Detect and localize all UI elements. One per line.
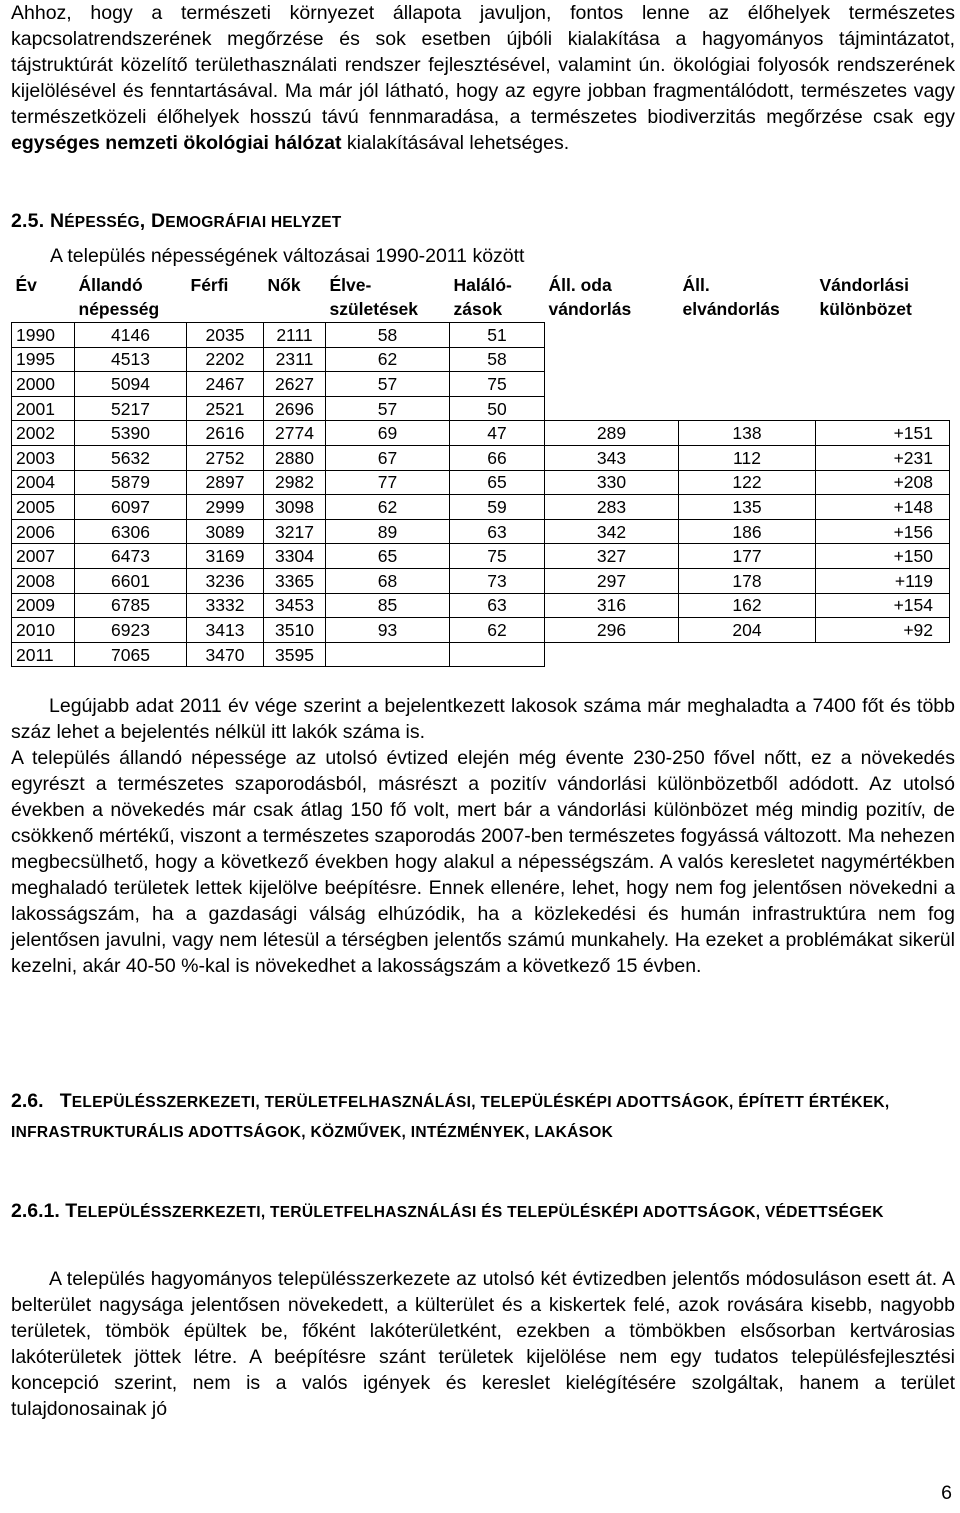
table-cell: 5217 — [75, 396, 187, 421]
table-row — [12, 445, 950, 470]
table-cell: 330 — [545, 470, 679, 495]
table-cell — [816, 642, 950, 667]
section-title-separator: , — [139, 210, 151, 232]
table-cell: 2111 — [264, 323, 326, 348]
table-cell: 3365 — [264, 568, 326, 593]
table-cell: 5632 — [75, 445, 187, 470]
table-cell: 2774 — [264, 421, 326, 446]
table-cell: 93 — [326, 618, 450, 643]
table-row — [12, 421, 950, 446]
table-cell: 2006 — [12, 519, 75, 544]
table-cell: 2999 — [187, 495, 264, 520]
table-cell — [545, 396, 679, 421]
intro-text-part1: Ahhoz, hogy a természeti környezet állapota javuljon, fontos lenne az élőhelyek természetes kapcsolatrendszerének megőrzése és sok esetben újbóli kialakítása a hagyományos tájmintázatot, tájstruktúrát közelítő területhasználati rendszer fejlesztésével, valamint ún. ökológiai folyosók rendszerének kijelölésével és fenntartásával. Ma már jól látható, hogy az egyre jobban fragmentálódott, természetes vagy természetközeli élőhelyek hosszú távú fennmaradása, a természetes biodiverzitás megőrzése csak egy — [11, 2, 955, 128]
table-header-cell: Élve-születések — [329, 275, 419, 319]
table-header-row — [12, 272, 950, 323]
section-number: 2.6. — [11, 1090, 44, 1112]
section-number: 2.5. — [11, 210, 45, 232]
table-cell: 2880 — [264, 445, 326, 470]
table-cell: 58 — [326, 323, 450, 348]
table-cell: 2009 — [12, 593, 75, 618]
table-cell: 135 — [679, 495, 816, 520]
table-cell: 3236 — [187, 568, 264, 593]
table-cell: 62 — [326, 495, 450, 520]
table-row — [12, 470, 950, 495]
table-cell: 1995 — [12, 347, 75, 372]
table-cell: 59 — [450, 495, 545, 520]
section-heading-2-6 — [11, 1087, 955, 1147]
paragraph: A település állandó népessége az utolsó évtized elején még évente 230-250 fővel nőtt, ez a növekedés egyrészt a természetes szaporodásból, másrészt a pozitív vándorlási különbözetből adódott. Az utolsó években a növekedés már csak átlag 150 fő volt, mert bár a vándorlási különbözet még mindig pozitív, de csökkenő mértékű, viszont a természetes szaporodás 2007-ben természetes fogyássá változott. Ma nehezen megbecsülhető, hogy a következő években hogy alakul a népességszám. A valós keresletet nagymértékben meghaladó területek lettek kijelölve beépítésre. Ennek ellenére, lehet, hogy nem fog jelentősen növekedni a lakosságszám, ha a gazdasági válság elhúzódik, ha a közlekedési és humán infrastruktúra nem fog jelentősen javulni, vagy nem létesül a térségben jelentős számú munkahely. Ha ezeket a problémákat sikerül kezelni, akár 40-50 %-kal is növekedhet a lakosságszám a következő 15 évben. — [11, 747, 955, 977]
table-cell: 283 — [545, 495, 679, 520]
table-cell: 57 — [326, 396, 450, 421]
table-row — [12, 642, 950, 667]
table-cell: +231 — [816, 445, 950, 470]
table-cell — [545, 323, 679, 348]
table-header-cell: Férfi — [190, 275, 229, 295]
table-cell: 75 — [450, 544, 545, 569]
table-cell: 6923 — [75, 618, 187, 643]
table-cell: 57 — [326, 372, 450, 397]
table-header-cell: Áll. elvándorlás — [682, 275, 780, 319]
table-row — [12, 323, 950, 348]
table-row — [12, 519, 950, 544]
table-cell: 3169 — [187, 544, 264, 569]
table-cell: 6097 — [75, 495, 187, 520]
table-cell: 3332 — [187, 593, 264, 618]
table-cell: 178 — [679, 568, 816, 593]
section-title-initial: T — [65, 1200, 78, 1222]
table-cell: +119 — [816, 568, 950, 593]
table-cell — [679, 372, 816, 397]
table-cell: 138 — [679, 421, 816, 446]
table-header-cell: Áll. oda vándorlás — [548, 275, 632, 319]
table-cell: 3470 — [187, 642, 264, 667]
table-cell: 2202 — [187, 347, 264, 372]
table-cell: 51 — [450, 323, 545, 348]
table-cell: 2627 — [264, 372, 326, 397]
table-cell: 4146 — [75, 323, 187, 348]
table-cell: 2752 — [187, 445, 264, 470]
table-header-cell: Nők — [267, 275, 301, 295]
table-cell: 2696 — [264, 396, 326, 421]
table-row — [12, 544, 950, 569]
population-table-body — [12, 272, 950, 667]
table-cell: 2001 — [12, 396, 75, 421]
table-cell: 3304 — [264, 544, 326, 569]
table-cell: 2005 — [12, 495, 75, 520]
table-cell: 342 — [545, 519, 679, 544]
table-cell: 2003 — [12, 445, 75, 470]
table-cell: +151 — [816, 421, 950, 446]
section-title-part: ELEPÜLÉSSZERKEZETI, TERÜLETFELHASZNÁLÁSI, TELEPÜLÉSKÉPI ADOTTSÁGOK, ÉPÍTETT ÉRTÉKEK, INFRASTRUKTURÁLIS ADOTTSÁGOK, KÖZMŰVEK, INTÉZMÉNYEK, LAKÁSOK — [11, 1094, 890, 1141]
table-row — [12, 568, 950, 593]
table-cell — [450, 642, 545, 667]
table-cell: 85 — [326, 593, 450, 618]
table-cell: 73 — [450, 568, 545, 593]
page-number: 6 — [941, 1482, 952, 1504]
table-cell: 3453 — [264, 593, 326, 618]
table-row — [12, 593, 950, 618]
intro-paragraph — [11, 0, 955, 156]
table-header-cell: Haláló-zások — [453, 275, 512, 319]
table-row — [12, 372, 950, 397]
table-cell: 89 — [326, 519, 450, 544]
table-cell: 65 — [326, 544, 450, 569]
table-cell: 204 — [679, 618, 816, 643]
table-cell: 186 — [679, 519, 816, 544]
table-cell — [545, 372, 679, 397]
intro-text-bold: egységes nemzeti ökológiai hálózat — [11, 132, 342, 154]
table-cell: 6306 — [75, 519, 187, 544]
table-cell: 2007 — [12, 544, 75, 569]
table-cell: 3413 — [187, 618, 264, 643]
table-cell: 3510 — [264, 618, 326, 643]
table-cell — [545, 347, 679, 372]
table-cell — [679, 396, 816, 421]
table-cell: 5094 — [75, 372, 187, 397]
table-cell: 6601 — [75, 568, 187, 593]
table-row — [12, 347, 950, 372]
section-title-part: EMOGRÁFIAI HELYZET — [165, 214, 342, 231]
table-cell: 6473 — [75, 544, 187, 569]
table-cell: 62 — [326, 347, 450, 372]
table-cell — [679, 323, 816, 348]
table-cell — [816, 396, 950, 421]
table-cell: 122 — [679, 470, 816, 495]
table-cell — [679, 347, 816, 372]
table-cell: 3217 — [264, 519, 326, 544]
section-title-initial: D — [151, 210, 166, 232]
table-cell: 2004 — [12, 470, 75, 495]
table-cell — [816, 372, 950, 397]
table-cell — [679, 642, 816, 667]
section-title-part: ÉPESSÉG — [64, 214, 140, 231]
table-cell: 2897 — [187, 470, 264, 495]
table-cell: 3098 — [264, 495, 326, 520]
table-cell: +208 — [816, 470, 950, 495]
table-cell: 112 — [679, 445, 816, 470]
table-cell: 2035 — [187, 323, 264, 348]
table-cell: 327 — [545, 544, 679, 569]
paragraph: A település hagyományos településszerkezete az utolsó két évtizedben jelentős módosuláson esett át. A belterület nagysága jelentősen növekedett, a külterület és a kiskertek felé, azok rovására kisebb, nagyobb területek, tömbök épültek be, főként lakóterületként, ezekben a tömbökben elsősorban kertvárosias lakóterületek jöttek létre. A beépítésre szánt területek kijelölése nem egy tudatos településfejlesztési koncepció szerint, nem is a valós igények és kereslet kielégítésére szolgáltak, hanem a terület tulajdonosainak jó — [11, 1268, 955, 1420]
table-cell: 2002 — [12, 421, 75, 446]
table-cell: 162 — [679, 593, 816, 618]
table-cell: 63 — [450, 519, 545, 544]
table-row — [12, 495, 950, 520]
table-cell: 177 — [679, 544, 816, 569]
table-cell: +150 — [816, 544, 950, 569]
table-cell: 68 — [326, 568, 450, 593]
table-cell: 62 — [450, 618, 545, 643]
table-cell: +154 — [816, 593, 950, 618]
table-cell: 66 — [450, 445, 545, 470]
table-header-cell: Állandó népesség — [78, 275, 160, 319]
table-cell: 2011 — [12, 642, 75, 667]
table-header-cell: Vándorlási különbözet — [819, 275, 912, 319]
table-cell: 58 — [450, 347, 545, 372]
table-cell: 2521 — [187, 396, 264, 421]
section-heading-2-6-1 — [11, 1197, 955, 1227]
table-cell: 47 — [450, 421, 545, 446]
section-number: 2.6.1. — [11, 1200, 60, 1222]
table-row — [12, 396, 950, 421]
table-cell: 3595 — [264, 642, 326, 667]
table-cell: 296 — [545, 618, 679, 643]
table-cell: 1990 — [12, 323, 75, 348]
section-title-part: ELEPÜLÉSSZERKEZETI, TERÜLETFELHASZNÁLÁSI ÉS TELEPÜLÉSKÉPI ADOTTSÁGOK, VÉDETTSÉGEK — [77, 1204, 884, 1221]
table-cell: 343 — [545, 445, 679, 470]
table-cell: 316 — [545, 593, 679, 618]
table-cell: +156 — [816, 519, 950, 544]
demography-text — [11, 693, 955, 979]
table-cell: 2000 — [12, 372, 75, 397]
table-cell — [816, 323, 950, 348]
table-header-cell: Év — [15, 275, 37, 295]
section-title-initial: N — [49, 210, 65, 232]
table-cell: 5879 — [75, 470, 187, 495]
table-cell: +148 — [816, 495, 950, 520]
table-cell — [326, 642, 450, 667]
table-cell: 2010 — [12, 618, 75, 643]
intro-text — [11, 0, 955, 156]
table-cell: 65 — [450, 470, 545, 495]
table-cell: 6785 — [75, 593, 187, 618]
table-cell: 2982 — [264, 470, 326, 495]
table-cell: 50 — [450, 396, 545, 421]
paragraph: Legújabb adat 2011 év vége szerint a bejelentkezett lakosok száma már meghaladta a 7400 főt és több száz lehet a bejelentés nélkül itt lakók száma is. — [11, 695, 955, 743]
section-heading-2-5 — [11, 210, 341, 233]
section-title-initial: T — [59, 1090, 72, 1112]
table-cell: +92 — [816, 618, 950, 643]
table-cell: 77 — [326, 470, 450, 495]
table-cell: 69 — [326, 421, 450, 446]
table-cell: 3089 — [187, 519, 264, 544]
settlement-structure-text — [11, 1266, 955, 1422]
table-cell: 75 — [450, 372, 545, 397]
table-cell: 2311 — [264, 347, 326, 372]
table-row — [12, 618, 950, 643]
population-table — [11, 272, 950, 667]
table-cell: 67 — [326, 445, 450, 470]
table-cell: 7065 — [75, 642, 187, 667]
table-cell: 5390 — [75, 421, 187, 446]
table-cell: 2008 — [12, 568, 75, 593]
table-cell: 2616 — [187, 421, 264, 446]
intro-text-part2: kialakításával lehetséges. — [341, 132, 570, 154]
table-cell — [545, 642, 679, 667]
table-cell — [816, 347, 950, 372]
table-caption: A település népességének változásai 1990-2011 között — [50, 245, 525, 267]
table-cell: 297 — [545, 568, 679, 593]
table-cell: 4513 — [75, 347, 187, 372]
table-cell: 289 — [545, 421, 679, 446]
table-cell: 2467 — [187, 372, 264, 397]
table-cell: 63 — [450, 593, 545, 618]
